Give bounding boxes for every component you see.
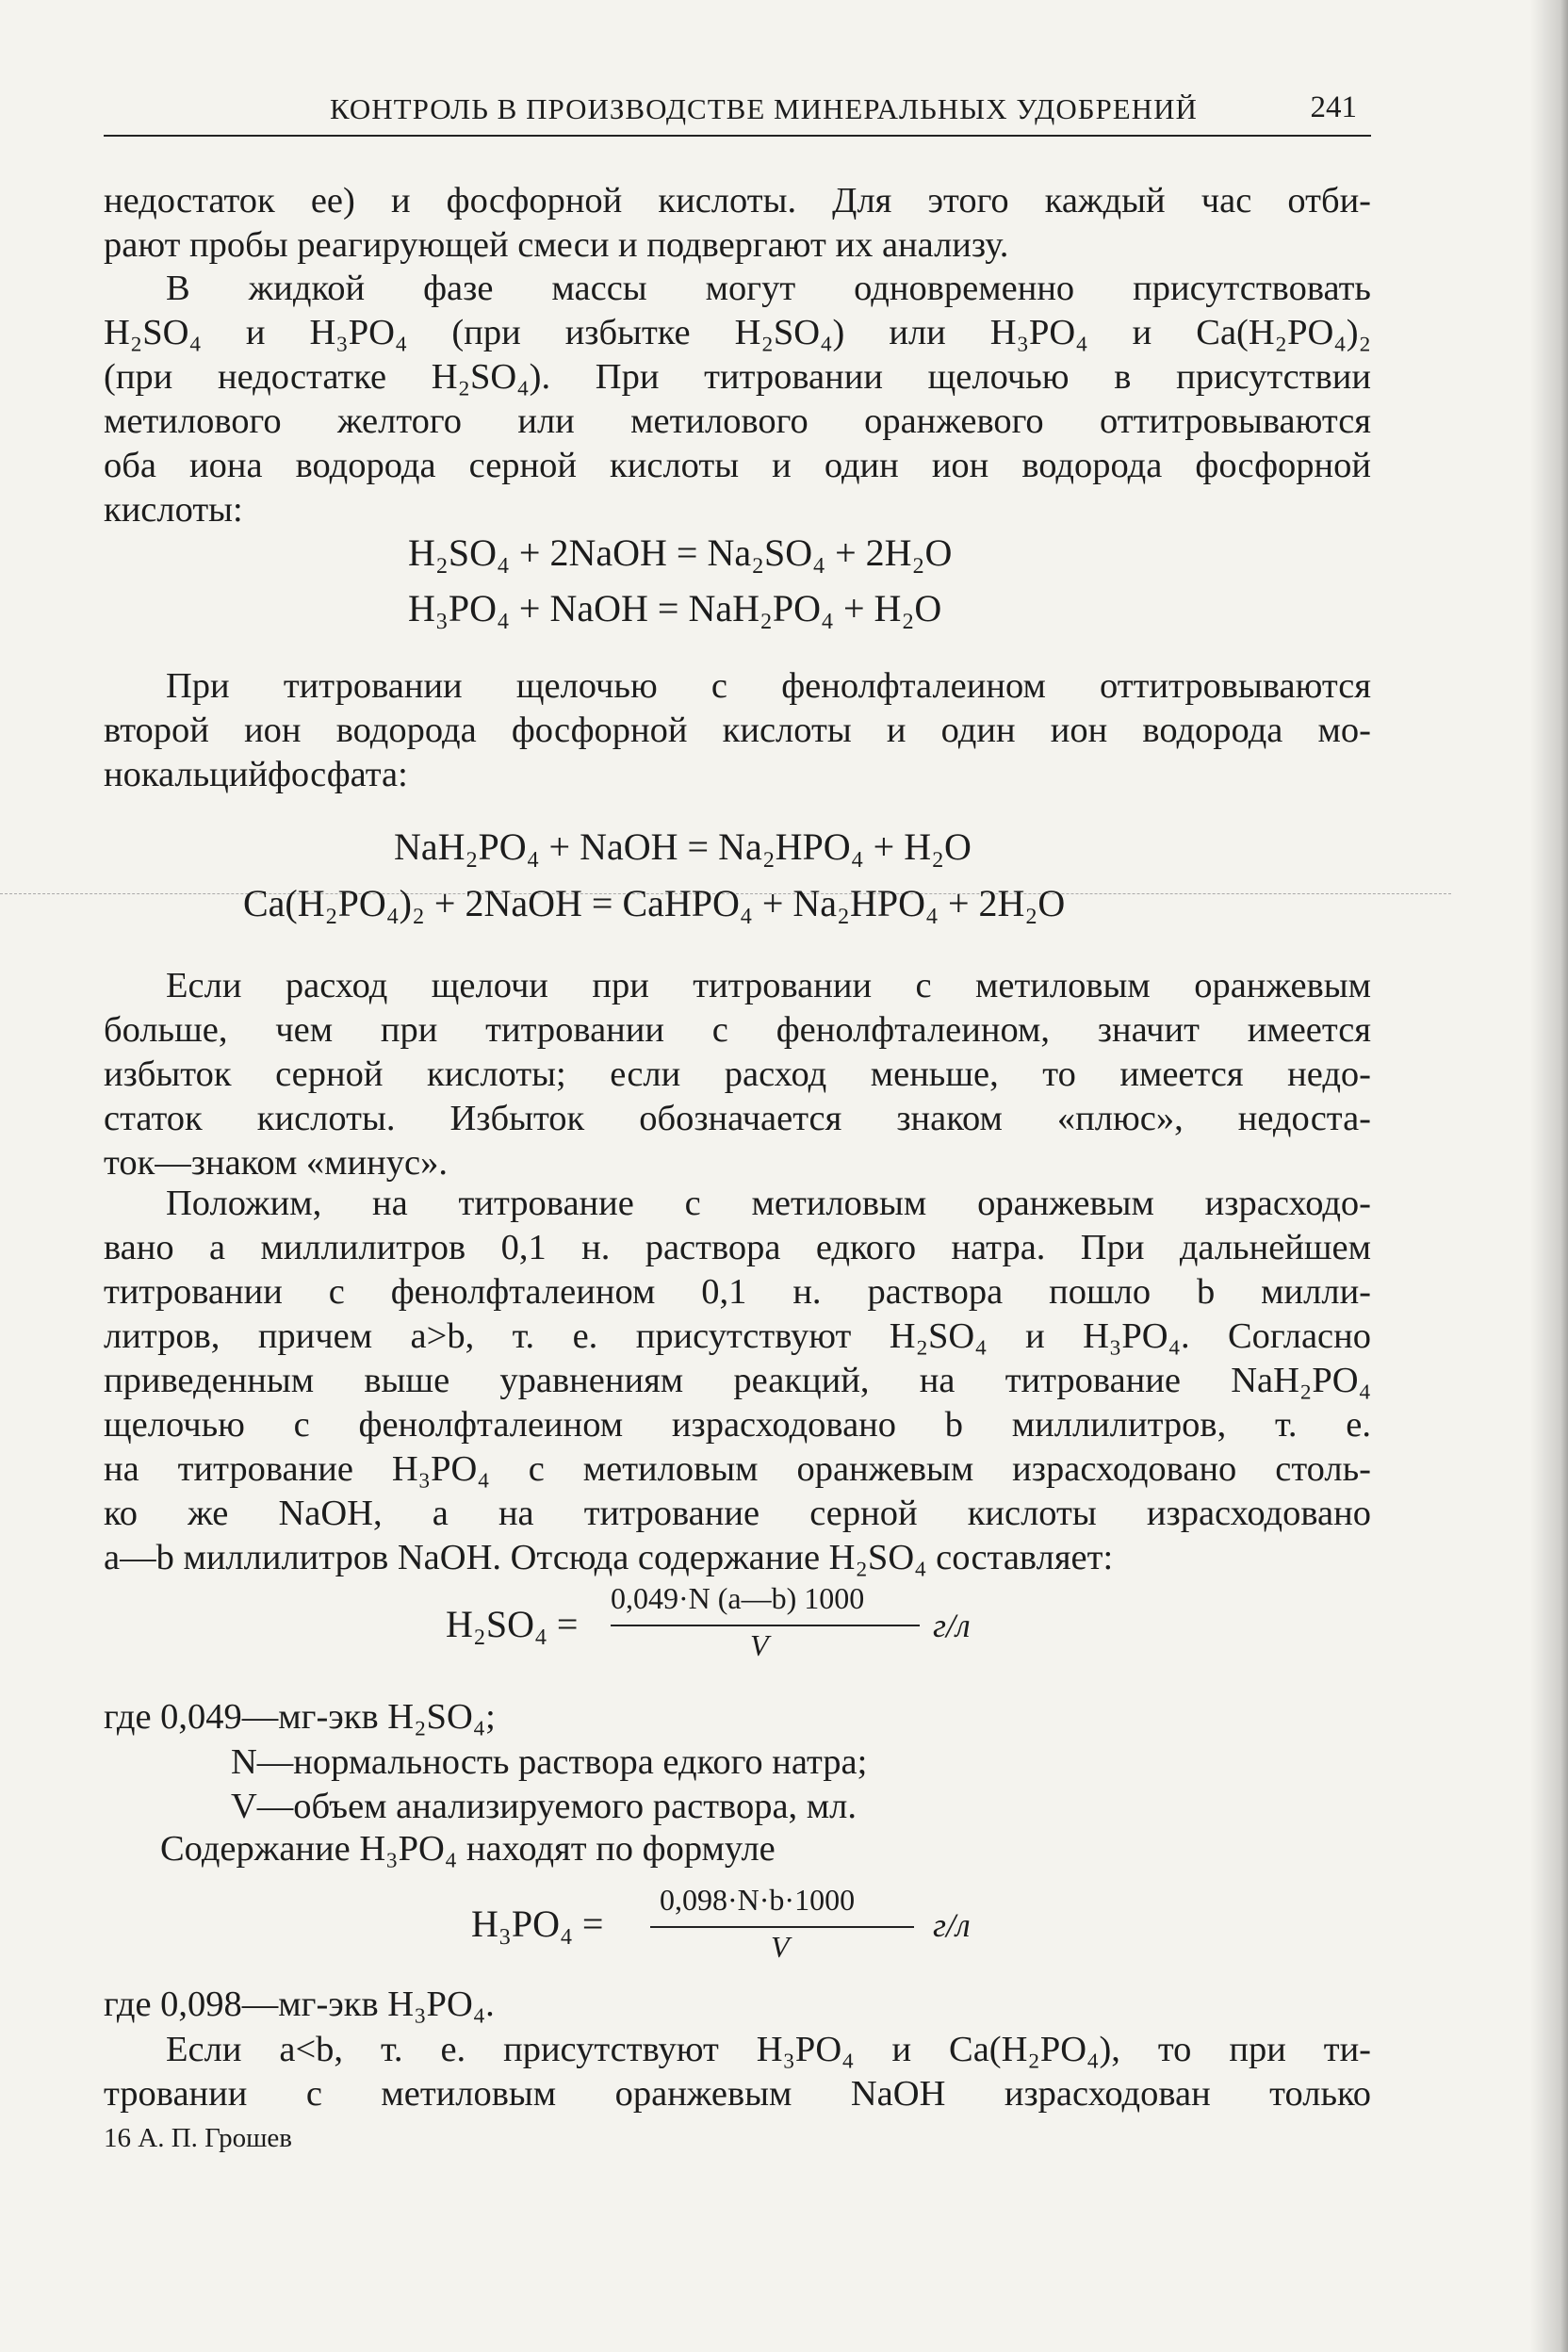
text-line: Если расход щелочи при титровании с метиловым оранжевым: [166, 966, 1371, 1005]
formula-1-denominator: V: [750, 1628, 769, 1662]
where-1-line-2: N—нормальность раствора едкого натра;: [231, 1742, 868, 1782]
paragraph-4: [104, 964, 1371, 1185]
paragraph-1: [104, 179, 1371, 268]
text-line: избыток серной кислоты; если расход меньше, то имеется недо-: [104, 1054, 1371, 1094]
text-line: оба иона водорода серной кислоты и один ион водорода фосфорной: [104, 446, 1371, 485]
text-line: В жидкой фазе массы могут одновременно присутствовать: [166, 269, 1371, 308]
paragraph-6: Содержание H₃PO₄ находят по формуле: [160, 1829, 776, 1869]
text-line: a—b миллилитров NaOH. Отсюда содержание H₂SO₄ составляет:: [104, 1538, 1114, 1577]
text-line: ток—знаком «минус».: [104, 1143, 448, 1183]
text-line: литров, причем a>b, т. е. присутствуют H₂SO₄ и H₃PO₄. Согласно: [104, 1316, 1371, 1356]
text-line: титровании с фенолфталеином 0,1 н. раствора пошло b милли-: [104, 1272, 1371, 1312]
formula-2-numerator: 0,098·N·b·1000: [660, 1883, 856, 1917]
equation-3: NaH₂PO₄ + NaOH = Na₂HPO₄ + H₂O: [394, 825, 972, 868]
fraction-bar: [611, 1625, 920, 1626]
text-line: второй ион водорода фосфорной кислоты и один ион водорода мо-: [104, 710, 1371, 750]
text-line: H₂SO₄ и H₃PO₄ (при избытке H₂SO₄) или H₃PO₄ и Ca(H₂PO₄)₂: [104, 313, 1371, 352]
text-line: на титрование H₃PO₄ с метиловым оранжевым израсходовано столь-: [104, 1449, 1371, 1489]
formula-2-denominator: V: [771, 1930, 790, 1964]
text-line: статок кислоты. Избыток обозначается знаком «плюс», недоста-: [104, 1099, 1371, 1138]
formula-2-lhs: H₃PO₄ =: [471, 1903, 604, 1945]
header-title: КОНТРОЛЬ В ПРОИЗВОДСТВЕ МИНЕРАЛЬНЫХ УДОБРЕНИЙ: [330, 92, 1198, 125]
text-line: рают пробы реагирующей смеси и подвергают их анализу.: [104, 225, 1009, 265]
text-line: щелочью с фенолфталеином израсходовано b миллилитров, т. е.: [104, 1405, 1371, 1445]
text-line: Положим, на титрование с метиловым оранжевым израсходо-: [166, 1184, 1371, 1223]
equation-2: H₃PO₄ + NaOH = NaH₂PO₄ + H₂O: [408, 587, 942, 629]
text-line: тровании с метиловым оранжевым NaOH израсходован только: [104, 2074, 1371, 2114]
paragraph-2: [104, 267, 1371, 532]
where-2: где 0,098—мг-экв H₃PO₄.: [104, 1984, 495, 2024]
paragraph-5: [104, 1182, 1371, 1580]
text-line: ко же NaOH, а на титрование серной кислоты израсходовано: [104, 1494, 1371, 1533]
formula-2-unit: г/л: [933, 1906, 971, 1944]
formula-1-lhs: H₂SO₄ =: [446, 1603, 579, 1645]
signature-footer: 16 А. П. Грошев: [104, 2123, 292, 2153]
text-line: вано a миллилитров 0,1 н. раствора едкого натра. При дальнейшем: [104, 1228, 1371, 1267]
header-rule: [104, 135, 1371, 137]
text-line: (при недостатке H₂SO₄). При титровании щелочью в присутствии: [104, 357, 1371, 397]
formula-1-numerator: 0,049·N (a—b) 1000: [611, 1581, 865, 1615]
text-line: метилового желтого или метилового оранжевого оттитровываются: [104, 401, 1371, 441]
text-line: При титровании щелочью с фенолфталеином оттитровываются: [166, 666, 1371, 706]
text-line: нокальцийфосфата:: [104, 755, 408, 794]
paragraph-3: [104, 664, 1371, 797]
formula-1-unit: г/л: [933, 1607, 971, 1644]
fraction-bar: [650, 1926, 914, 1928]
text-line: Если a<b, т. е. присутствуют H₃PO₄ и Ca(H₂PO₄), то при ти-: [166, 2030, 1371, 2069]
text-line: кислоты:: [104, 490, 243, 530]
running-header: [104, 87, 1366, 136]
text-line: больше, чем при титровании с фенолфталеином, значит имеется: [104, 1010, 1371, 1050]
text-line: приведенным выше уравнениям реакций, на титрование NaH₂PO₄: [104, 1361, 1371, 1400]
equation-1: H₂SO₄ + 2NaOH = Na₂SO₄ + 2H₂O: [408, 531, 953, 574]
where-1-line-3: V—объем анализируемого раствора, мл.: [231, 1787, 858, 1826]
where-1-line-1: где 0,049—мг-экв H₂SO₄;: [104, 1697, 496, 1737]
equation-4: Ca(H₂PO₄)₂ + 2NaOH = CaHPO₄ + Na₂HPO₄ + 2H₂O: [243, 882, 1066, 924]
page-number: 241: [1310, 90, 1357, 124]
page-edge-shadow: [1530, 0, 1568, 2352]
paragraph-8: [104, 2028, 1371, 2116]
text-line: недостаток ее) и фосфорной кислоты. Для этого каждый час отби-: [104, 181, 1371, 220]
